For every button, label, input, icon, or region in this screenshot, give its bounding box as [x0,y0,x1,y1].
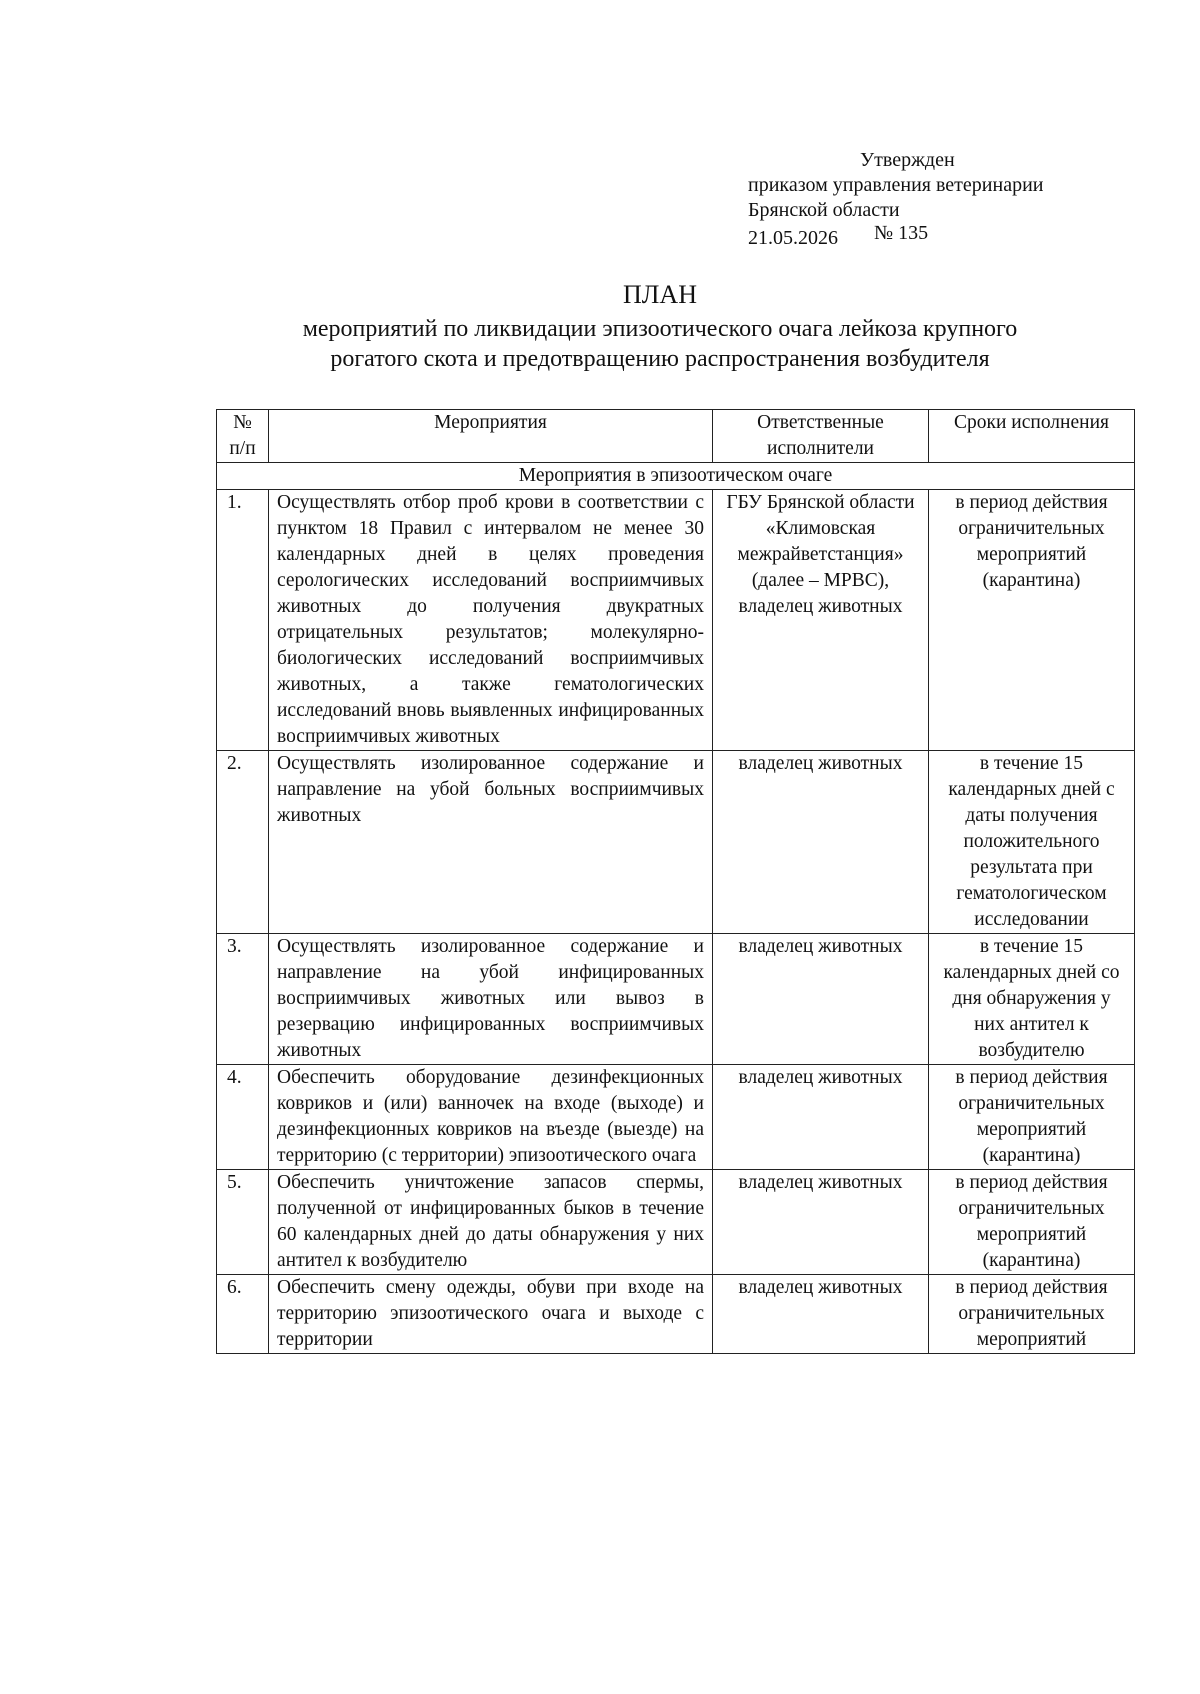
document-title [215,280,1105,374]
approval-line-approved: Утвержден [860,149,955,171]
approval-date: 21.05.2026 [748,227,838,249]
row-responsible: владелец животных [713,1170,929,1275]
title-line-2: рогатого скота и предотвращению распространения возбудителя [330,346,990,372]
plan-table [216,409,1135,1354]
row-responsible: владелец животных [713,934,929,1065]
table-row [217,1275,1135,1354]
header-num: № п/п [217,410,269,463]
table-row [217,1170,1135,1275]
row-num: 3. [217,934,269,1065]
row-activity: Осуществлять изолированное содержание и направление на убой инфицированных восприимчивых животных или вывоз в резервацию инфицированных восприимчивых животных [269,934,713,1065]
row-activity: Обеспечить оборудование дезинфекционных ковриков и (или) ванночек на входе (выходе) и дезинфекционных ковриков на въезде (выезде) на территорию (с территории) эпизоотического очага [269,1065,713,1170]
header-activity: Мероприятия [269,410,713,463]
section-row [217,463,1135,490]
row-responsible: владелец животных [713,751,929,934]
row-deadline: в период действия ограничительных мероприятий (карантина) [929,1065,1135,1170]
table-row [217,490,1135,751]
table-row [217,751,1135,934]
row-activity: Обеспечить смену одежды, обуви при входе на территорию эпизоотического очага и выходе с территории [269,1275,713,1354]
row-num: 1. [217,490,269,751]
row-activity: Обеспечить уничтожение запасов спермы, полученной от инфицированных быков в течение 60 календарных дней до даты обнаружения у них антител к возбудителю [269,1170,713,1275]
approval-stamp [748,148,1044,251]
row-num: 4. [217,1065,269,1170]
row-responsible: владелец животных [713,1065,929,1170]
header-deadline: Сроки исполнения [929,410,1135,463]
title-line-1: мероприятий по ликвидации эпизоотического очага лейкоза крупного [302,316,1018,342]
row-deadline: в период действия ограничительных мероприятий [929,1275,1135,1354]
approval-line-order: приказом управления ветеринарии [748,174,1044,196]
table-row [217,1065,1135,1170]
row-num: 5. [217,1170,269,1275]
approval-line-region: Брянской области [748,199,900,221]
approval-date-line [748,222,1044,251]
row-deadline: в период действия ограничительных мероприятий (карантина) [929,490,1135,751]
table-row [217,934,1135,1065]
row-responsible: владелец животных [713,1275,929,1354]
row-deadline: в период действия ограничительных мероприятий (карантина) [929,1170,1135,1275]
row-deadline: в течение 15 календарных дней со дня обнаружения у них антител к возбудителю [929,934,1135,1065]
header-responsible: Ответственные исполнители [713,410,929,463]
row-activity: Осуществлять изолированное содержание и направление на убой больных восприимчивых животных [269,751,713,934]
table-header-row [217,410,1135,463]
section-title: Мероприятия в эпизоотическом очаге [217,463,1135,490]
title-heading: ПЛАН [623,280,697,309]
approval-number: № 135 [874,222,929,244]
row-responsible: ГБУ Брянской области «Климовская межрайветстанция» (далее – МРВС), владелец животных [713,490,929,751]
row-deadline: в течение 15 календарных дней с даты получения положительного результата при гематологическом исследовании [929,751,1135,934]
row-num: 2. [217,751,269,934]
row-num: 6. [217,1275,269,1354]
row-activity: Осуществлять отбор проб крови в соответствии с пунктом 18 Правил с интервалом не менее 30 календарных дней в целях проведения серологических исследований восприимчивых животных до получения двукратных отрицательных результатов; молекулярно-биологических исследований восприимчивых животных, а также гематологических исследований вновь выявленных инфицированных восприимчивых животных [269,490,713,751]
